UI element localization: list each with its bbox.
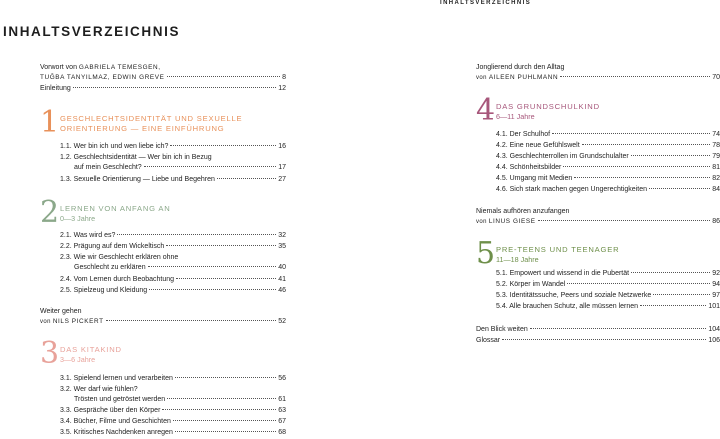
chapter-number: 3 [40, 336, 60, 371]
toc-entry[interactable] [60, 253, 286, 273]
entry-label: 2.2. Prägung auf dem Wickeltisch [60, 243, 165, 250]
entry-label: 2.1. Was wird es? [60, 232, 116, 239]
toc-entry-weiter-gehen[interactable] [40, 307, 286, 327]
entry-label: Niemals aufhören anzufangen [476, 208, 570, 215]
leader-dots [175, 377, 276, 378]
entry-label: Den Blick weiten [476, 326, 528, 333]
toc-entry[interactable] [60, 231, 286, 241]
toc-entry[interactable] [496, 152, 720, 162]
toc-entry-vorwort[interactable] [40, 63, 286, 83]
entry-page: 106 [708, 337, 720, 344]
entry-label: 3.1. Spielend lernen und verarbeiten [60, 375, 173, 382]
chapter-number: 5 [476, 236, 496, 271]
toc-entry-glossar[interactable] [476, 336, 720, 346]
toc-entry[interactable] [496, 269, 720, 279]
leader-dots [175, 431, 276, 432]
chapter-1-heading[interactable] [40, 105, 286, 144]
toc-entry[interactable] [496, 174, 720, 184]
chapter-title: DAS KITAKIND [60, 345, 122, 354]
entry-label: 2.3. Wie wir Geschlecht erklären ohne [60, 254, 179, 261]
entry-page: 97 [712, 292, 720, 299]
entry-label: 2.4. Vom Lernen durch Beobachtung [60, 276, 175, 283]
entry-page: 82 [712, 175, 720, 182]
entry-by: von [476, 219, 487, 225]
entry-label: Einleitung [40, 85, 71, 92]
leader-dots [176, 278, 276, 279]
toc-entry[interactable] [60, 406, 286, 416]
toc-entry[interactable] [60, 286, 286, 296]
entry-label: 1.1. Wer bin ich und wen liebe ich? [60, 143, 169, 150]
leader-dots [582, 144, 711, 145]
chapter-title: DAS GRUNDSCHULKIND [496, 102, 600, 111]
leader-dots [631, 272, 710, 273]
entry-page: 63 [278, 407, 286, 414]
entry-author: AILEEN PUHLMANN [488, 74, 559, 81]
toc-entry-blick[interactable] [476, 325, 720, 335]
entry-label: 4.2. Eine neue Gefühlswelt [496, 142, 580, 149]
toc-entry[interactable] [496, 130, 720, 140]
toc-entry[interactable] [496, 291, 720, 301]
entry-page: 56 [278, 375, 286, 382]
entry-page: 68 [278, 429, 286, 436]
toc-entry-niemals[interactable] [476, 207, 720, 227]
entry-label: 4.4. Schönheitsbilder [496, 164, 562, 171]
entry-page: 92 [712, 270, 720, 277]
entry-page: 41 [278, 276, 286, 283]
leader-dots [166, 245, 276, 246]
entry-label: 3.4. Bücher, Filme und Geschichten [60, 418, 171, 425]
leader-dots [162, 409, 276, 410]
entry-label: 4.5. Umgang mit Medien [496, 175, 573, 182]
entry-page: 61 [278, 396, 286, 403]
chapter-3-heading[interactable] [40, 336, 286, 375]
toc-entry[interactable] [60, 275, 286, 285]
chapter-number: 2 [40, 195, 60, 230]
leader-dots [574, 177, 710, 178]
entry-page: 27 [278, 176, 286, 183]
chapter-4-heading[interactable] [476, 93, 720, 132]
chapter-ages: 3—6 Jahre [60, 355, 96, 364]
chapter-2-heading[interactable] [40, 195, 286, 234]
chapter-ages: 0—3 Jahre [60, 214, 96, 223]
entry-page: 84 [712, 186, 720, 193]
entry-label: 5.1. Empowert und wissend in die Pubertät [496, 270, 630, 277]
entry-author: NILS PICKERT [52, 318, 104, 325]
leader-dots [148, 266, 277, 267]
entry-page: 74 [712, 131, 720, 138]
entry-label-cont: Geschlecht zu erklären [74, 264, 146, 271]
entry-page: 32 [278, 232, 286, 239]
entry-page: 94 [712, 281, 720, 288]
entry-label: Glossar [476, 337, 501, 344]
entry-label: 5.4. Alle brauchen Schutz, alle müssen lernen [496, 303, 639, 310]
entry-page: 70 [712, 74, 720, 81]
entry-page: 78 [712, 142, 720, 149]
toc-entry[interactable] [60, 242, 286, 252]
leader-dots [73, 87, 276, 88]
entry-by: von [476, 75, 487, 81]
entry-label: 1.3. Sexuelle Orientierung — Liebe und Begehren [60, 176, 215, 183]
toc-entry[interactable] [60, 417, 286, 427]
entry-page: 67 [278, 418, 286, 425]
entry-page: 86 [712, 218, 720, 225]
entry-page: 40 [278, 264, 286, 271]
entry-page: 81 [712, 164, 720, 171]
entry-label: 3.2. Wer darf wie fühlen? [60, 386, 138, 393]
toc-entry[interactable] [60, 142, 286, 152]
chapter-number: 1 [40, 105, 60, 140]
entry-page: 8 [282, 74, 286, 81]
entry-label: Jonglierend durch den Alltag [476, 64, 565, 71]
toc-entry[interactable] [496, 163, 720, 173]
entry-by: von [40, 319, 51, 325]
leader-dots [502, 339, 706, 340]
chapter-ages: 6—11 Jahre [496, 112, 535, 121]
running-head: INHALTSVERZEICHNIS [440, 0, 532, 6]
entry-page: 17 [278, 164, 286, 171]
entry-page: 104 [708, 326, 720, 333]
entry-page: 12 [278, 85, 286, 92]
entry-label: 4.6. Sich stark machen gegen Ungerechtigkeiten [496, 186, 647, 193]
leader-dots [538, 220, 711, 221]
entry-label: 4.1. Der Schulhof [496, 131, 551, 138]
entry-label: Vorwort von GABRIELA TEMESGEN, [40, 64, 161, 71]
toc-entry[interactable] [60, 385, 286, 405]
toc-entry[interactable] [60, 153, 286, 173]
toc-entry[interactable] [60, 428, 286, 438]
leader-dots [167, 76, 281, 77]
entry-label: 4.3. Geschlechterrollen im Grundschulalter [496, 153, 629, 160]
leader-dots [640, 305, 706, 306]
toc-entry[interactable] [496, 185, 720, 195]
entry-author: TUĞBA TANYILMAZ, EDWIN GREVE [40, 74, 165, 81]
entry-page: 35 [278, 243, 286, 250]
entry-label-cont: auf mein Geschlecht? [74, 164, 142, 171]
entry-label: 5.2. Körper im Wandel [496, 281, 566, 288]
entry-label-cont: Trösten und getröstet werden [74, 396, 166, 403]
leader-dots [653, 294, 710, 295]
leader-dots [530, 328, 707, 329]
leader-dots [144, 166, 277, 167]
entry-page: 79 [712, 153, 720, 160]
entry-page: 16 [278, 143, 286, 150]
leader-dots [170, 145, 276, 146]
entry-page: 101 [708, 303, 720, 310]
leader-dots [560, 76, 710, 77]
leader-dots [567, 283, 710, 284]
chapter-title: GESCHLECHTSIDENTITÄT UND SEXUELLE ORIENTIERUNG — EINE EINFÜHRUNG [60, 114, 243, 133]
entry-label: 3.5. Kritisches Nachdenken anregen [60, 429, 173, 436]
toc-entry-einleitung[interactable] [40, 84, 286, 94]
entry-label: 1.2. Geschlechtsidentität — Wer bin ich in Bezug [60, 154, 212, 161]
leader-dots [167, 398, 276, 399]
entry-label: 2.5. Spielzeug und Kleidung [60, 287, 148, 294]
leader-dots [106, 320, 277, 321]
entry-label: 3.3. Gespräche über den Körper [60, 407, 161, 414]
chapter-title: PRE-TEENS UND TEENAGER [496, 245, 620, 254]
toc-entry[interactable] [60, 374, 286, 384]
entry-page: 46 [278, 287, 286, 294]
entry-author: GABRIELA TEMESGEN, [78, 64, 161, 71]
leader-dots [149, 289, 276, 290]
entry-page: 52 [278, 318, 286, 325]
leader-dots [173, 420, 276, 421]
leader-dots [117, 234, 276, 235]
entry-label: 5.3. Identitätssuche, Peers und soziale Netzwerke [496, 292, 652, 299]
chapter-ages: 11—18 Jahre [496, 255, 539, 264]
chapter-title: LERNEN VON ANFANG AN [60, 204, 171, 213]
leader-dots [217, 178, 276, 179]
entry-label: Weiter gehen [40, 308, 82, 315]
leader-dots [631, 155, 711, 156]
leader-dots [563, 166, 710, 167]
toc-entry[interactable] [60, 175, 286, 185]
toc-entry-jonglierend[interactable] [476, 63, 720, 83]
entry-author: LINUS GIESE [488, 218, 536, 225]
page-title: INHALTSVERZEICHNIS [3, 24, 181, 39]
toc-entry[interactable] [496, 280, 720, 290]
toc-entry[interactable] [496, 141, 720, 151]
toc-entry[interactable] [496, 302, 720, 312]
leader-dots [649, 188, 710, 189]
leader-dots [552, 133, 710, 134]
chapter-number: 4 [476, 93, 496, 128]
